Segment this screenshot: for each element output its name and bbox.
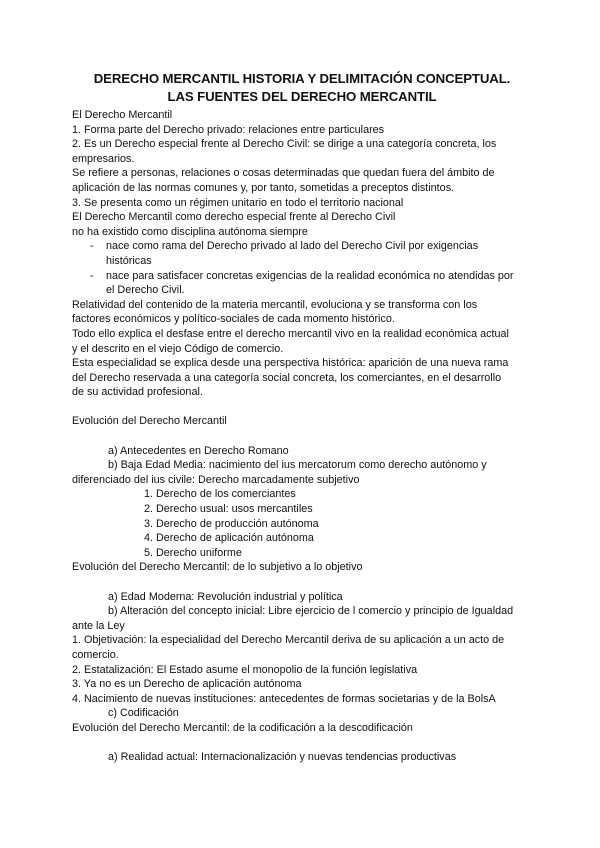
blank-line — [72, 400, 532, 415]
paragraph-line: comercio. — [72, 648, 119, 661]
numbered-item: 5. Derecho uniforme — [144, 546, 242, 559]
numbered-item: 2. Derecho usual: usos mercantiles — [144, 503, 313, 516]
title-line-1: DERECHO MERCANTIL HISTORIA Y DELIMITACIÓN CONCEPTUAL. — [93, 71, 511, 86]
paragraph-line: 3. Se presenta como un régimen unitario en todo el territorio nacional — [72, 196, 404, 209]
paragraph-line: Esta especialidad se explica desde una perspectiva histórica: aparición de una nueva rama — [72, 357, 509, 370]
bullet-text: nace para satisfacer concretas exigencias de la realidad económica no atendidas por — [106, 269, 514, 282]
paragraph-line: 1. Forma parte del Derecho privado: relaciones entre particulares — [72, 123, 385, 136]
document-page — [72, 70, 532, 765]
paragraph-line: no ha existido como disciplina autónoma siempre — [72, 225, 308, 238]
paragraph-line: ante la Ley — [72, 619, 125, 632]
numbered-item: 3. Derecho de producción autónoma — [144, 517, 319, 530]
paragraph-line: Se refiere a personas, relaciones o cosas determinadas que quedan fuera del ámbito de — [72, 167, 495, 180]
title-line-2: LAS FUENTES DEL DERECHO MERCANTIL — [167, 89, 437, 104]
blank-line — [72, 736, 532, 751]
numbered-item: 1. Derecho de los comerciantes — [144, 488, 296, 501]
bullet-text: el Derecho Civil. — [106, 284, 185, 297]
bullet-item — [72, 269, 532, 298]
paragraph-line: diferenciado del ius civile: Derecho marcadamente subjetivo — [72, 473, 360, 486]
paragraph-line: 2. Estatalización: El Estado asume el monopolio de la función legislativa — [72, 663, 418, 676]
paragraph-line: factores económicos y político-sociales de cada momento histórico. — [72, 313, 395, 326]
paragraph-line: Relatividad del contenido de la materia mercantil, evoluciona y se transforma con los — [72, 298, 478, 311]
numbered-item: 4. Derecho de aplicación autónoma — [144, 532, 314, 545]
paragraph-line: Todo ello explica el desfase entre el derecho mercantil vivo en la realidad económica actual — [72, 327, 509, 340]
bullet-text: nace como rama del Derecho privado al lado del Derecho Civil por exigencias — [106, 240, 479, 253]
list-item: c) Codificación — [108, 707, 179, 720]
section-heading: Evolución del Derecho Mercantil: de lo subjetivo a lo objetivo — [72, 561, 363, 574]
blank-line — [72, 575, 532, 590]
paragraph-line: aplicación de las normas comunes y, por tanto, sometidas a preceptos distintos. — [72, 181, 455, 194]
list-item: a) Antecedentes en Derecho Romano — [108, 444, 289, 457]
paragraph-line: del Derecho reservada a una categoría social concreta, los comerciantes, en el desarrollo — [72, 371, 502, 384]
document-title — [72, 70, 532, 106]
bullet-item — [72, 239, 532, 268]
paragraph-line: 1. Objetivación: la especialidad del Derecho Mercantil deriva de su aplicación a un acto de — [72, 634, 505, 647]
bullet-dash: - — [90, 240, 94, 253]
bullet-dash: - — [90, 269, 94, 282]
list-item: b) Baja Edad Media: nacimiento del ius mercatorum como derecho autónomo y — [108, 459, 487, 472]
paragraph-line: 3. Ya no es un Derecho de aplicación autónoma — [72, 678, 302, 691]
paragraph-line: de su actividad profesional. — [72, 386, 203, 399]
list-item: a) Realidad actual: Internacionalización y nuevas tendencias productivas — [108, 751, 457, 764]
section-heading: Evolución del Derecho Mercantil — [72, 415, 227, 428]
section-heading: El Derecho Mercantil — [72, 109, 173, 121]
blank-line — [72, 429, 532, 444]
list-item: b) Alteración del concepto inicial: Libre ejercicio de l comercio y principio de Igualdad — [108, 605, 514, 618]
paragraph-line: 2. Es un Derecho especial frente al Derecho Civil: se dirige a una categoría concreta, los — [72, 138, 497, 151]
section-heading: El Derecho Mercantil como derecho especial frente al Derecho Civil — [72, 211, 396, 224]
bullet-text: históricas — [106, 254, 152, 267]
paragraph-line: y el descrito en el viejo Código de comercio. — [72, 342, 284, 355]
paragraph-line: 4. Nacimiento de nuevas instituciones: antecedentes de formas societarias y de la BolsA — [72, 692, 496, 705]
paragraph-line: empresarios. — [72, 152, 135, 165]
section-heading: Evolución del Derecho Mercantil: de la codificación a la descodificación — [72, 721, 413, 734]
list-item: a) Edad Moderna: Revolución industrial y política — [108, 590, 343, 603]
